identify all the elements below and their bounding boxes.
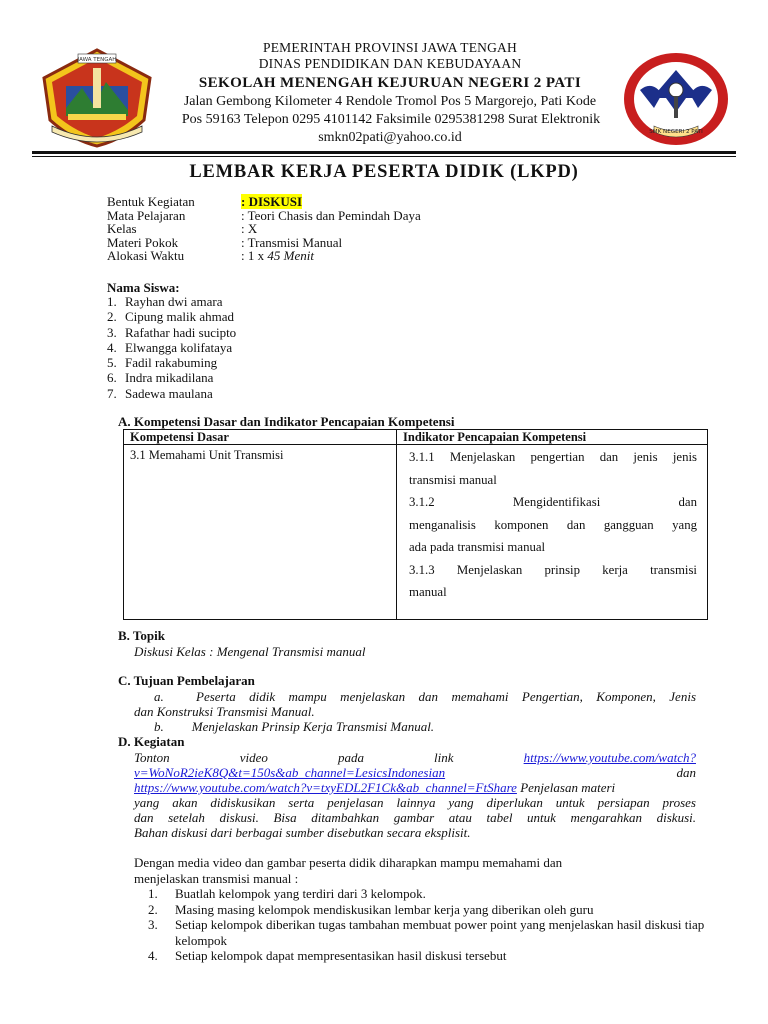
address-line-1: Jalan Gembong Kilometer 4 Rendole Tromol Pos 5 Margorejo, Pati Kode [183, 94, 597, 109]
video-link-1-cont[interactable]: v=WoNoR2ieK8Q&t=150s&ab_channel=LesicsIndonesian [134, 765, 446, 780]
table-header-row [124, 430, 708, 445]
steps-list [148, 886, 708, 964]
activity-intro [134, 855, 562, 887]
kd-cell: 3.1 Memahami Unit Transmisi [124, 445, 397, 620]
competency-table [123, 429, 708, 620]
info-row-activity: Bentuk Kegiatan : DISKUSI [107, 194, 303, 209]
indicator-line: 3.1.3 Menjelaskan prinsip kerja transmisi [409, 562, 697, 577]
col-kd-header: Kompetensi Dasar [124, 430, 397, 445]
right-logo [622, 50, 730, 148]
list-item: 3. Setiap kelompok diberikan tugas tambahan membuat power point yang menjelaskan hasil diskusi tiap kelompok [148, 917, 705, 948]
col-ipk-header: Indikator Pencapaian Kompetensi [397, 430, 708, 445]
topic-text: Diskusi Kelas : Mengenal Transmisi manual [134, 644, 366, 659]
school-name: SEKOLAH MENENGAH KEJURUAN NEGERI 2 PATI [198, 75, 582, 91]
header-rule-thick [32, 151, 736, 154]
activity-text [134, 750, 696, 840]
table-row [124, 445, 708, 620]
objective-a-label: a. [154, 689, 164, 704]
objective-a [134, 689, 696, 719]
objective-b-text: Menjelaskan Prinsip Kerja Transmisi Manual. [191, 719, 435, 734]
indicator-line: ada pada transmisi manual [409, 540, 546, 554]
svg-text:JAWA TENGAH: JAWA TENGAH [77, 57, 117, 63]
list-item: 5. Fadil rakabuming [107, 355, 218, 371]
activity-line-6: Bahan diskusi dari berbagai sumber disebutkan secara eksplisit. [134, 825, 471, 840]
students-list [107, 294, 236, 401]
info-row-topic: Materi Pokok : Transmisi Manual [107, 234, 343, 250]
activity-intro-line-2: menjelaskan transmisi manual : [134, 871, 299, 886]
indicator-line: 3.1.2 Mengidentifikasi dan [409, 495, 697, 509]
word: Tonton [134, 750, 170, 765]
header-line-department: DINAS PENDIDIKAN DAN KEBUDAYAAN [258, 56, 522, 71]
indicator-line: transmisi manual [409, 472, 497, 487]
section-a-title: A. Kompetensi Dasar dan Indikator Pencapaian Kompetensi [118, 414, 455, 429]
activity-line-3 [134, 780, 696, 795]
list-item: 1. Rayhan dwi amara [107, 294, 223, 309]
objective-a-text2: dan Konstruksi Transmisi Manual. [134, 704, 315, 719]
word: video [239, 750, 268, 765]
video-link-2[interactable]: https://www.youtube.com/watch?v=txyEDL2F1Ck&ab_channel=FtShare [134, 780, 517, 795]
header-line-province: PEMERINTAH PROVINSI JAWA TENGAH [263, 40, 517, 55]
info-row-time: Alokasi Waktu : 1 x 45 Menit [107, 248, 314, 264]
video-link-1[interactable]: https://www.youtube.com/watch? [523, 750, 696, 765]
page-title: LEMBAR KERJA PESERTA DIDIK (LKPD) [189, 162, 579, 182]
objective-a-text1: Peserta didik mampu menjelaskan dan memahami Pengertian, Komponen, Jenis [196, 689, 696, 704]
info-row-class: Kelas : X [107, 221, 258, 237]
address-email: smkn02pati@yahoo.co.id [318, 130, 462, 145]
header-rule-thin [32, 156, 736, 157]
indicator-cell [397, 445, 708, 620]
indicator-line: 3.1.1 Menjelaskan pengertian dan jenis jenis [409, 450, 697, 464]
section-c-title: C. Tujuan Pembelajaran [118, 673, 255, 688]
svg-text:SMK NEGERI 2 PATI: SMK NEGERI 2 PATI [649, 129, 703, 135]
list-item: 1. Buatlah kelompok yang terdiri dari 3 kelompok. [148, 886, 426, 901]
list-item: 3. Rafathar hadi sucipto [107, 324, 237, 340]
objective-b-label: b. [154, 719, 164, 734]
objective-a-line1 [134, 689, 696, 704]
objective-b [154, 719, 434, 734]
info-block [107, 195, 421, 263]
activity-line-4: yang akan didiskusikan serta penjelasan lainnya yang diperlukan untuk persiapan proses [134, 795, 696, 810]
list-item: 7. Sadewa maulana [107, 385, 213, 401]
indicator-line: manual [409, 585, 447, 599]
activity-intro-line-1: Dengan media video dan gambar peserta didik diharapkan mampu memahami dan [134, 855, 563, 870]
conjunction: dan [676, 765, 696, 780]
left-logo [38, 48, 156, 148]
list-item: 2. Cipung malik ahmad [107, 309, 235, 325]
word: pada [337, 750, 364, 765]
indicator-line: menganalisis komponen dan gangguan yang [409, 517, 697, 532]
list-item: 4. Setiap kelompok dapat mempresentasikan hasil diskusi tersebut [148, 948, 507, 963]
section-d-title: D. Kegiatan [118, 734, 185, 749]
section-b-title: B. Topik [118, 628, 165, 643]
info-row-subject: Mata Pelajaran : Teori Chasis dan Pemindah Daya [107, 207, 421, 223]
activity-line-1 [134, 750, 696, 765]
address-line-2: Pos 59163 Telepon 0295 4101142 Faksimile 0295381298 Surat Elektronik [181, 112, 601, 127]
activity-line-2 [134, 765, 696, 780]
list-item: 2. Masing masing kelompok mendiskusikan lembar kerja yang diberikan oleh guru [148, 901, 594, 917]
list-item: 4. Elwangga kolifataya [107, 339, 233, 355]
activity-text-cont: Penjelasan materi [516, 780, 616, 795]
word: link [434, 750, 454, 765]
students-heading: Nama Siswa: [107, 280, 180, 295]
activity-line-5: dan setelah diskusi. Bisa ditambahkan gambar atau tabel untuk mengarahkan diskusi. [134, 810, 696, 825]
list-item: 6. Indra mikadilana [107, 370, 214, 386]
